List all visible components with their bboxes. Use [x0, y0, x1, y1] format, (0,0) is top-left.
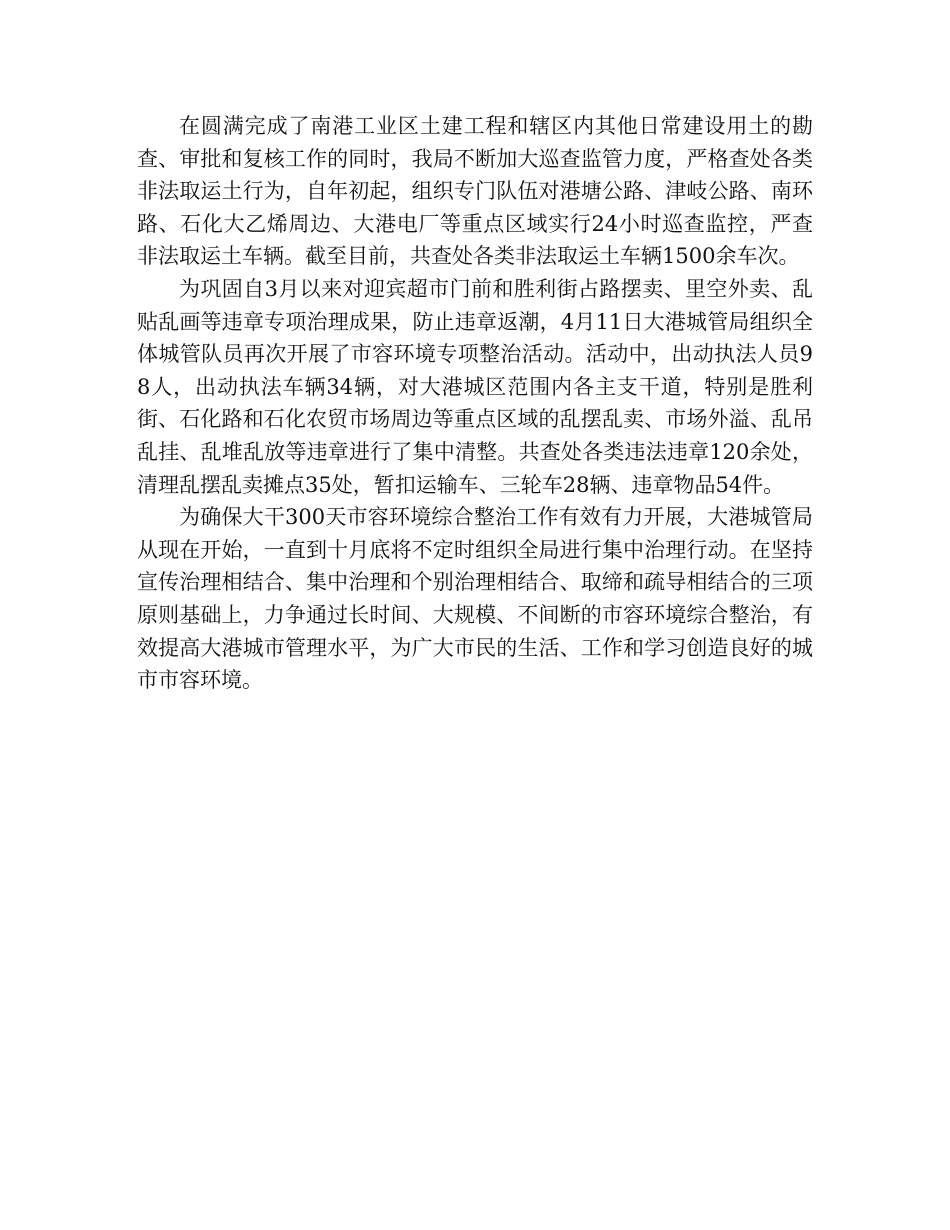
paragraph-1: 在圆满完成了南港工业区土建工程和辖区内其他日常建设用土的勘查、审批和复核工作的同时，我局不断加大巡查监管力度，严格查处各类非法取运土行为，自年初起，组织专门队伍对港塘公路、津岐公路、南环路、石化大乙烯周边、大港电厂等重点区域实行24小时巡查监控，严查非法取运土车辆。截至目前，共查处各类非法取运土车辆1500余车次。 [137, 114, 813, 269]
document-body [137, 110, 813, 697]
paragraph-2: 为巩固自3月以来对迎宾超市门前和胜利街占路摆卖、里空外卖、乱贴乱画等违章专项治理成果，防止违章返潮，4月11日大港城管局组织全体城管队员再次开展了市容环境专项整治活动。活动中，出动执法人员98人，出动执法车辆34辆，对大港城区范围内各主支干道，特别是胜利街、石化路和石化农贸市场周边等重点区域的乱摆乱卖、市场外溢、乱吊乱挂、乱堆乱放等违章进行了集中清整。共查处各类违法违章120余处，清理乱摆乱卖摊点35处，暂扣运输车、三轮车28辆、违章物品54件。 [137, 276, 813, 497]
paragraph-3: 为确保大干300天市容环境综合整治工作有效有力开展，大港城管局从现在开始，一直到十月底将不定时组织全局进行集中治理行动。在坚持宣传治理相结合、集中治理和个别治理相结合、取缔和疏导相结合的三项原则基础上，力争通过长时间、大规模、不间断的市容环境综合整治，有效提高大港城市管理水平，为广大市民的生活、工作和学习创造良好的城市市容环境。 [137, 505, 813, 693]
